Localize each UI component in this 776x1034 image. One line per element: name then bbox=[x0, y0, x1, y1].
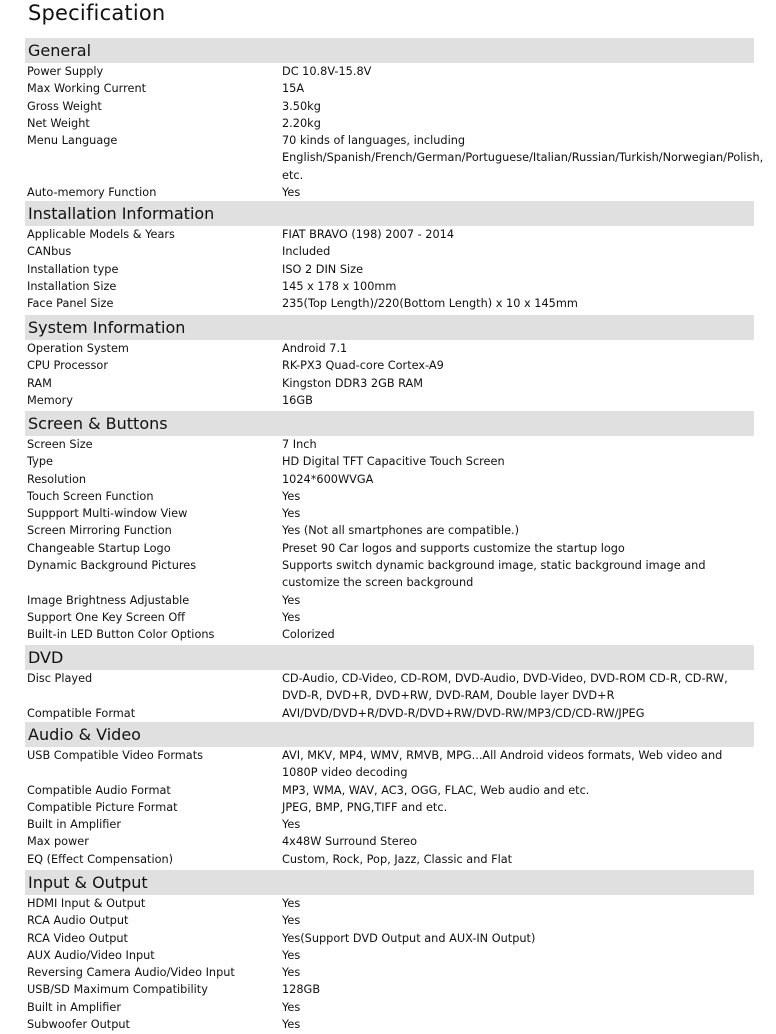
spec-value: Android 7.1 bbox=[282, 342, 348, 355]
spec-label: Compatible Audio Format bbox=[27, 783, 171, 797]
spec-row bbox=[25, 1016, 754, 1033]
spec-row bbox=[25, 609, 754, 626]
spec-label: Compatible Picture Format bbox=[27, 800, 178, 814]
spec-label: Max power bbox=[27, 835, 89, 849]
spec-value: 145 x 178 x 100mm bbox=[282, 279, 397, 293]
spec-row bbox=[25, 278, 754, 295]
spec-row bbox=[25, 705, 754, 722]
spec-value: Yes bbox=[282, 507, 301, 521]
spec-label: AUX Audio/Video Input bbox=[27, 948, 155, 962]
spec-label: USB Compatible Video Formats bbox=[27, 749, 204, 762]
spec-label: RAM bbox=[27, 376, 52, 390]
spec-row bbox=[25, 964, 754, 981]
spec-label: Max Working Current bbox=[27, 82, 147, 96]
spec-value: 4x48W Surround Stereo bbox=[282, 835, 417, 849]
spec-value: ISO 2 DIN Size bbox=[282, 262, 364, 276]
spec-label: Operation System bbox=[27, 342, 129, 355]
spec-row bbox=[25, 357, 754, 374]
spec-section bbox=[25, 870, 754, 1033]
spec-value: CD-Audio, CD-Video, CD-ROM, DVD-Audio, DVD-Video, DVD-ROM CD-R, CD-RW, DVD-R, DVD+R, DVD+RW, DVD-RAM, Double layer DVD+R bbox=[282, 672, 728, 703]
section-heading: Audio & Video bbox=[25, 722, 754, 747]
spec-section bbox=[25, 38, 764, 201]
spec-value: MP3, WMA, WAV, AC3, OGG, FLAC, Web audio and etc. bbox=[282, 783, 590, 797]
spec-label: Image Brightness Adjustable bbox=[27, 593, 190, 607]
spec-row bbox=[25, 488, 754, 505]
spec-value: Yes (Not all smartphones are compatible.) bbox=[282, 524, 520, 538]
spec-value: HD Digital TFT Capacitive Touch Screen bbox=[282, 455, 505, 469]
spec-row bbox=[25, 184, 754, 201]
spec-row bbox=[25, 816, 754, 833]
spec-row bbox=[25, 981, 754, 998]
spec-label: Changeable Startup Logo bbox=[27, 541, 171, 555]
spec-value: Yes bbox=[282, 610, 301, 624]
spec-label: Menu Language bbox=[27, 134, 118, 148]
spec-value: JPEG, BMP, PNG,TIFF and etc. bbox=[282, 800, 448, 814]
spec-label: Installation type bbox=[27, 262, 119, 276]
spec-value: Yes bbox=[282, 914, 301, 928]
section-heading: DVD bbox=[25, 645, 754, 670]
spec-value: AVI/DVD/DVD+R/DVD-R/DVD+RW/DVD-RW/MP3/CD/CD-RW/JPEG bbox=[282, 706, 645, 720]
spec-label: Gross Weight bbox=[27, 99, 102, 113]
spec-section bbox=[25, 315, 754, 409]
page-title: Specification bbox=[28, 1, 166, 25]
spec-row bbox=[25, 670, 754, 705]
spec-label: Face Panel Size bbox=[27, 297, 114, 311]
spec-row bbox=[25, 540, 754, 557]
spec-label: Resolution bbox=[27, 472, 87, 486]
spec-value: 235(Top Length)/220(Bottom Length) x 10 x 145mm bbox=[282, 297, 578, 311]
spec-value: Supports switch dynamic background image, static background image and customize the screen background bbox=[282, 559, 706, 590]
spec-value: RK-PX3 Quad-core Cortex-A9 bbox=[282, 359, 444, 373]
spec-label: CANbus bbox=[27, 245, 72, 259]
spec-row bbox=[25, 799, 754, 816]
spec-row bbox=[25, 895, 754, 912]
spec-row bbox=[25, 471, 754, 488]
spec-value: 70 kinds of languages, including English/Spanish/French/German/Portuguese/Italian/Russian/Turkish/Norwegian/Polish, etc. bbox=[282, 134, 764, 182]
spec-label: USB/SD Maximum Compatibility bbox=[27, 983, 208, 997]
spec-label: Built-in LED Button Color Options bbox=[27, 628, 215, 642]
spec-row bbox=[25, 912, 754, 929]
spec-value: Yes bbox=[282, 1000, 301, 1014]
spec-section bbox=[25, 201, 754, 312]
spec-section bbox=[25, 645, 754, 722]
spec-label: Dynamic Background Pictures bbox=[27, 559, 197, 573]
spec-value: Included bbox=[282, 245, 331, 259]
spec-label: Screen Mirroring Function bbox=[27, 524, 172, 538]
spec-row bbox=[25, 261, 754, 278]
spec-section bbox=[25, 722, 754, 868]
spec-label: Memory bbox=[27, 393, 73, 407]
spec-row bbox=[25, 851, 754, 868]
spec-row bbox=[25, 592, 754, 609]
spec-value: 2.20kg bbox=[282, 116, 321, 130]
spec-label: Suppport Multi-window View bbox=[27, 507, 188, 521]
spec-label: Compatible Format bbox=[27, 706, 136, 720]
spec-value: Yes bbox=[282, 1018, 301, 1032]
spec-section bbox=[25, 411, 754, 644]
spec-row bbox=[25, 626, 754, 643]
spec-value: 128GB bbox=[282, 983, 321, 997]
spec-label: Installation Size bbox=[27, 279, 117, 293]
spec-label: EQ (Effect Compensation) bbox=[27, 852, 174, 866]
spec-value: Yes(Support DVD Output and AUX-IN Output) bbox=[282, 931, 536, 945]
spec-row bbox=[25, 999, 754, 1016]
section-heading: Installation Information bbox=[25, 201, 754, 226]
spec-row bbox=[25, 80, 754, 97]
spec-value: Yes bbox=[282, 818, 301, 832]
spec-row bbox=[25, 557, 754, 592]
spec-value: 1024*600WVGA bbox=[282, 472, 374, 486]
spec-value: 3.50kg bbox=[282, 99, 321, 113]
spec-label: Support One Key Screen Off bbox=[27, 610, 186, 624]
spec-label: Screen Size bbox=[27, 438, 93, 451]
spec-label: RCA Audio Output bbox=[27, 914, 129, 928]
spec-label: Applicable Models & Years bbox=[27, 228, 175, 241]
spec-value: AVI, MKV, MP4, WMV, RMVB, MPG...All Android videos formats, Web video and 1080P video decoding bbox=[282, 749, 723, 780]
spec-value: Custom, Rock, Pop, Jazz, Classic and Flat bbox=[282, 852, 513, 866]
spec-row bbox=[25, 833, 754, 850]
spec-row bbox=[25, 98, 754, 115]
spec-value: 7 Inch bbox=[282, 438, 317, 451]
spec-label: Built in Amplifier bbox=[27, 818, 121, 832]
spec-row bbox=[25, 782, 754, 799]
spec-row bbox=[25, 375, 754, 392]
spec-label: HDMI Input & Output bbox=[27, 897, 146, 910]
spec-value: FIAT BRAVO (198) 2007 - 2014 bbox=[282, 228, 455, 241]
spec-label: Type bbox=[27, 455, 53, 469]
spec-label: Power Supply bbox=[27, 65, 104, 78]
section-heading: General bbox=[25, 38, 754, 63]
spec-row bbox=[25, 63, 754, 80]
spec-value: Colorized bbox=[282, 628, 335, 642]
spec-row bbox=[25, 115, 754, 132]
spec-value: 15A bbox=[282, 82, 305, 96]
spec-row bbox=[25, 947, 754, 964]
spec-value: DC 10.8V-15.8V bbox=[282, 65, 372, 78]
spec-label: Touch Screen Function bbox=[27, 489, 154, 503]
spec-value: Kingston DDR3 2GB RAM bbox=[282, 376, 424, 390]
spec-label: Built in Amplifier bbox=[27, 1000, 121, 1014]
section-heading: Input & Output bbox=[25, 870, 754, 895]
spec-value: Yes bbox=[282, 489, 301, 503]
spec-value: 16GB bbox=[282, 393, 313, 407]
spec-value: Yes bbox=[282, 966, 301, 980]
spec-row bbox=[25, 340, 754, 357]
spec-label: Reversing Camera Audio/Video Input bbox=[27, 966, 235, 980]
spec-value: Yes bbox=[282, 593, 301, 607]
spec-label: Auto-memory Function bbox=[27, 186, 157, 200]
spec-row bbox=[25, 747, 754, 782]
spec-row bbox=[25, 436, 754, 453]
spec-row bbox=[25, 243, 754, 260]
spec-row bbox=[25, 392, 754, 409]
spec-value: Preset 90 Car logos and supports customize the startup logo bbox=[282, 541, 625, 555]
spec-label: RCA Video Output bbox=[27, 931, 128, 945]
spec-label: Subwoofer Output bbox=[27, 1018, 130, 1032]
spec-row bbox=[25, 132, 764, 184]
spec-value: Yes bbox=[282, 186, 301, 200]
section-heading: System Information bbox=[25, 315, 754, 340]
spec-row bbox=[25, 522, 754, 539]
spec-label: Disc Played bbox=[27, 672, 93, 685]
spec-row bbox=[25, 226, 754, 243]
spec-value: Yes bbox=[282, 897, 301, 910]
spec-row bbox=[25, 295, 754, 312]
spec-row bbox=[25, 505, 754, 522]
spec-label: CPU Processor bbox=[27, 359, 108, 373]
spec-label: Net Weight bbox=[27, 116, 90, 130]
spec-row bbox=[25, 453, 754, 470]
section-heading: Screen & Buttons bbox=[25, 411, 754, 436]
spec-row bbox=[25, 930, 754, 947]
spec-value: Yes bbox=[282, 948, 301, 962]
